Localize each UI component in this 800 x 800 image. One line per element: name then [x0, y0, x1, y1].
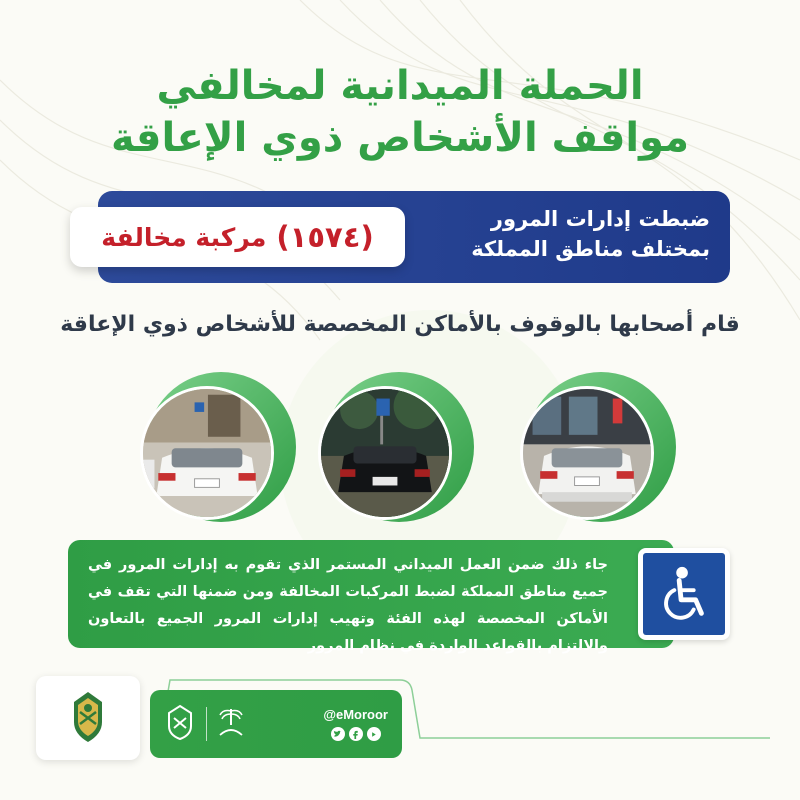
- info-text: جاء ذلك ضمن العمل الميداني المستمر الذي تقوم به إدارات المرور في جميع مناطق المملكة لضبط المركبات المخالفة ومن ضمنها التي تقف في الأماكن المخصصة لهذه الفئة وتهيب إدارات المرور الجميع بالتعاون والالتزام بالقواعد الواردة في نظام المرور: [88, 557, 608, 654]
- photo-card: [140, 372, 300, 532]
- banner-line-1: ضبطت إدارات المرور: [490, 207, 710, 231]
- violations-count-pill: [70, 207, 405, 267]
- photo-card: [318, 372, 478, 532]
- black-sedan-night-photo: [318, 386, 452, 520]
- violations-count-label: مركبة مخالفة: [101, 222, 267, 252]
- traffic-emblem-icon: [164, 704, 196, 744]
- white-sedan-photo: [140, 386, 274, 520]
- subtitle: قام أصحابها بالوقوف بالأماكن المخصصة للأشخاص ذوي الإعاقة: [60, 312, 740, 337]
- title-line-1: الحملة الميدانية لمخالفي: [156, 63, 644, 109]
- title-line-2: مواقف الأشخاص ذوي الإعاقة: [111, 115, 689, 161]
- palm-swords-emblem-icon: [217, 705, 245, 743]
- banner-line-2: بمختلف مناطق المملكة: [471, 237, 710, 261]
- social-handle[interactable]: @eMoroor: [323, 707, 388, 722]
- footer-bar: [150, 690, 402, 758]
- white-sedan-photo: [520, 386, 654, 520]
- footer-separator: [206, 707, 207, 741]
- wheelchair-icon: [643, 553, 725, 635]
- banner-text: [410, 204, 710, 264]
- youtube-icon[interactable]: [367, 727, 381, 741]
- wheelchair-tile: [638, 548, 730, 640]
- twitter-icon[interactable]: [331, 727, 345, 741]
- traffic-department-logo: [36, 676, 140, 760]
- facebook-icon[interactable]: [349, 727, 363, 741]
- photo-card: [520, 372, 680, 532]
- violations-count: (١٥٧٤): [276, 220, 374, 254]
- page-title: [0, 60, 800, 164]
